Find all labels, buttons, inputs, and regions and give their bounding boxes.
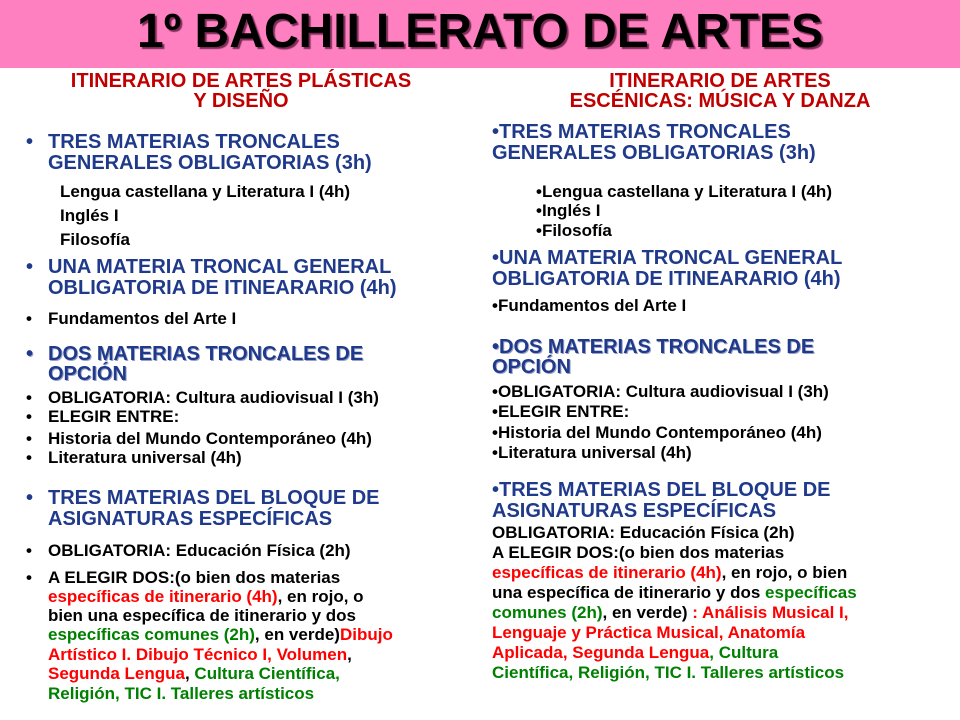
left-elegir-line-7: Religión, TIC I. Talleres artísticos <box>48 684 315 703</box>
right-troncales-line-1: •TRES MATERIAS TRONCALES <box>492 121 791 143</box>
left-opcion-line-1: • DOS MATERIAS TRONCALES DE <box>48 344 363 365</box>
left-elegir-line-2 <box>48 587 364 606</box>
left-especificas-line-1: • TRES MATERIAS DEL BLOQUE DE <box>48 488 380 509</box>
right-opcion-item: •Literatura universal (4h) <box>492 443 692 462</box>
right-itinerario-line-1: •UNA MATERIA TRONCAL GENERAL <box>492 247 843 269</box>
subject-dibujo: Dibujo <box>339 625 393 644</box>
left-subject: Lengua castellana y Literatura I (4h) <box>60 182 351 201</box>
left-itinerario-line-2: OBLIGATORIA DE ITINEARARIO (4h) <box>48 277 397 299</box>
text-fragment: , <box>347 645 352 664</box>
right-subject: •Inglés I <box>536 201 601 220</box>
left-opcion-item: • Literatura universal (4h) <box>48 448 242 467</box>
right-opcion-item: •Historia del Mundo Contemporáneo (4h) <box>492 423 822 442</box>
left-opcion-line-2: OPCIÓN <box>48 363 127 385</box>
right-heading-line-2: ESCÉNICAS: MÚSICA Y DANZA <box>569 90 871 112</box>
right-opcion-line-2: OPCIÓN <box>492 356 571 378</box>
itinerario-specific-label: específicas de itinerario (4h) <box>492 563 722 582</box>
right-elegir-line-7: Científica, Religión, TIC I. Talleres artísticos <box>492 663 845 682</box>
left-troncales-line-1: • TRES MATERIAS TRONCALES <box>48 132 340 153</box>
left-opcion-item: • ELEGIR ENTRE: <box>48 407 179 426</box>
right-subject: •Filosofía <box>536 221 612 240</box>
text-fragment: , en verde) <box>602 603 693 622</box>
right-opcion-item: •OBLIGATORIA: Cultura audiovisual I (3h) <box>492 382 829 401</box>
common-specific-label: comunes (2h) <box>492 603 603 622</box>
left-elegir-line-5 <box>48 645 352 664</box>
subject-analisis-musical: : Análisis Musical I, <box>692 603 849 622</box>
right-subject: •Lengua castellana y Literatura I (4h) <box>536 182 832 201</box>
right-especificas-line-1: •TRES MATERIAS DEL BLOQUE DE <box>492 479 831 501</box>
left-subject: Filosofía <box>60 230 130 249</box>
left-elegir-line-1: • A ELEGIR DOS:(o bien dos materias <box>48 568 340 587</box>
left-heading-line-1: ITINERARIO DE ARTES PLÁSTICAS <box>70 70 412 92</box>
right-especificas-line-2: ASIGNATURAS ESPECÍFICAS <box>492 500 777 522</box>
subject-list-red: Aplicada, Segunda Lengua <box>492 643 710 662</box>
right-troncales-line-2: GENERALES OBLIGATORIAS (3h) <box>492 142 816 164</box>
page-title: 1º BACHILLERATO DE ARTES <box>136 5 823 58</box>
left-elegir-line-4 <box>48 625 393 644</box>
right-elegir-line-1: A ELEGIR DOS:(o bien dos materias <box>492 543 785 562</box>
right-educacion-fisica: OBLIGATORIA: Educación Física (2h) <box>492 523 795 542</box>
subject-cultura-cientifica: Cultura Científica, <box>194 664 340 683</box>
left-educacion-fisica: • OBLIGATORIA: Educación Física (2h) <box>48 541 351 560</box>
right-elegir-line-5: Lenguaje y Práctica Musical, Anatomía <box>492 623 806 642</box>
subject-cultura: , Cultura <box>709 643 779 662</box>
right-opcion-line-1: •DOS MATERIAS TRONCALES DE <box>492 336 815 358</box>
right-elegir-line-3 <box>492 583 857 602</box>
right-elegir-line-6 <box>492 643 778 662</box>
left-opcion-item: • Historia del Mundo Contemporáneo (4h) <box>48 429 372 448</box>
right-opcion-item: •ELEGIR ENTRE: <box>492 402 630 421</box>
left-elegir-line-3: bien una específica de itinerario y dos <box>48 606 356 625</box>
text-fragment: , <box>184 664 195 683</box>
text-fragment: , en verde) <box>254 625 340 644</box>
itinerario-specific-label: específicas de itinerario (4h) <box>48 587 278 606</box>
text-fragment: una específica de itinerario y dos <box>492 583 766 602</box>
right-heading-line-1: ITINERARIO DE ARTES <box>609 70 831 92</box>
left-heading-line-2: Y DISEÑO <box>193 90 289 112</box>
text-fragment: , en rojo, o bien <box>721 563 848 582</box>
text-fragment: , en rojo, o <box>277 587 364 606</box>
common-specific-label: específicas comunes (2h) <box>48 625 255 644</box>
subject-segunda-lengua: Segunda Lengua <box>48 664 185 683</box>
subject-list-red: Artístico I. Dibujo Técnico I, Volumen <box>48 645 348 664</box>
common-specific-label: específicas <box>765 583 857 602</box>
left-subject: Inglés I <box>60 206 119 225</box>
left-troncales-line-2: GENERALES OBLIGATORIAS (3h) <box>48 152 372 174</box>
right-itinerario-line-2: OBLIGATORIA DE ITINEARARIO (4h) <box>492 268 841 290</box>
left-itinerario-line-1: • UNA MATERIA TRONCAL GENERAL <box>48 257 391 278</box>
right-elegir-line-4 <box>492 603 849 622</box>
left-elegir-line-6 <box>48 664 340 683</box>
right-fundamentos: •Fundamentos del Arte I <box>492 296 687 315</box>
right-elegir-line-2 <box>492 563 847 582</box>
left-opcion-item: • OBLIGATORIA: Cultura audiovisual I (3h) <box>48 388 379 407</box>
left-especificas-line-2: ASIGNATURAS ESPECÍFICAS <box>48 508 333 530</box>
left-fundamentos: • Fundamentos del Arte I <box>48 309 236 328</box>
